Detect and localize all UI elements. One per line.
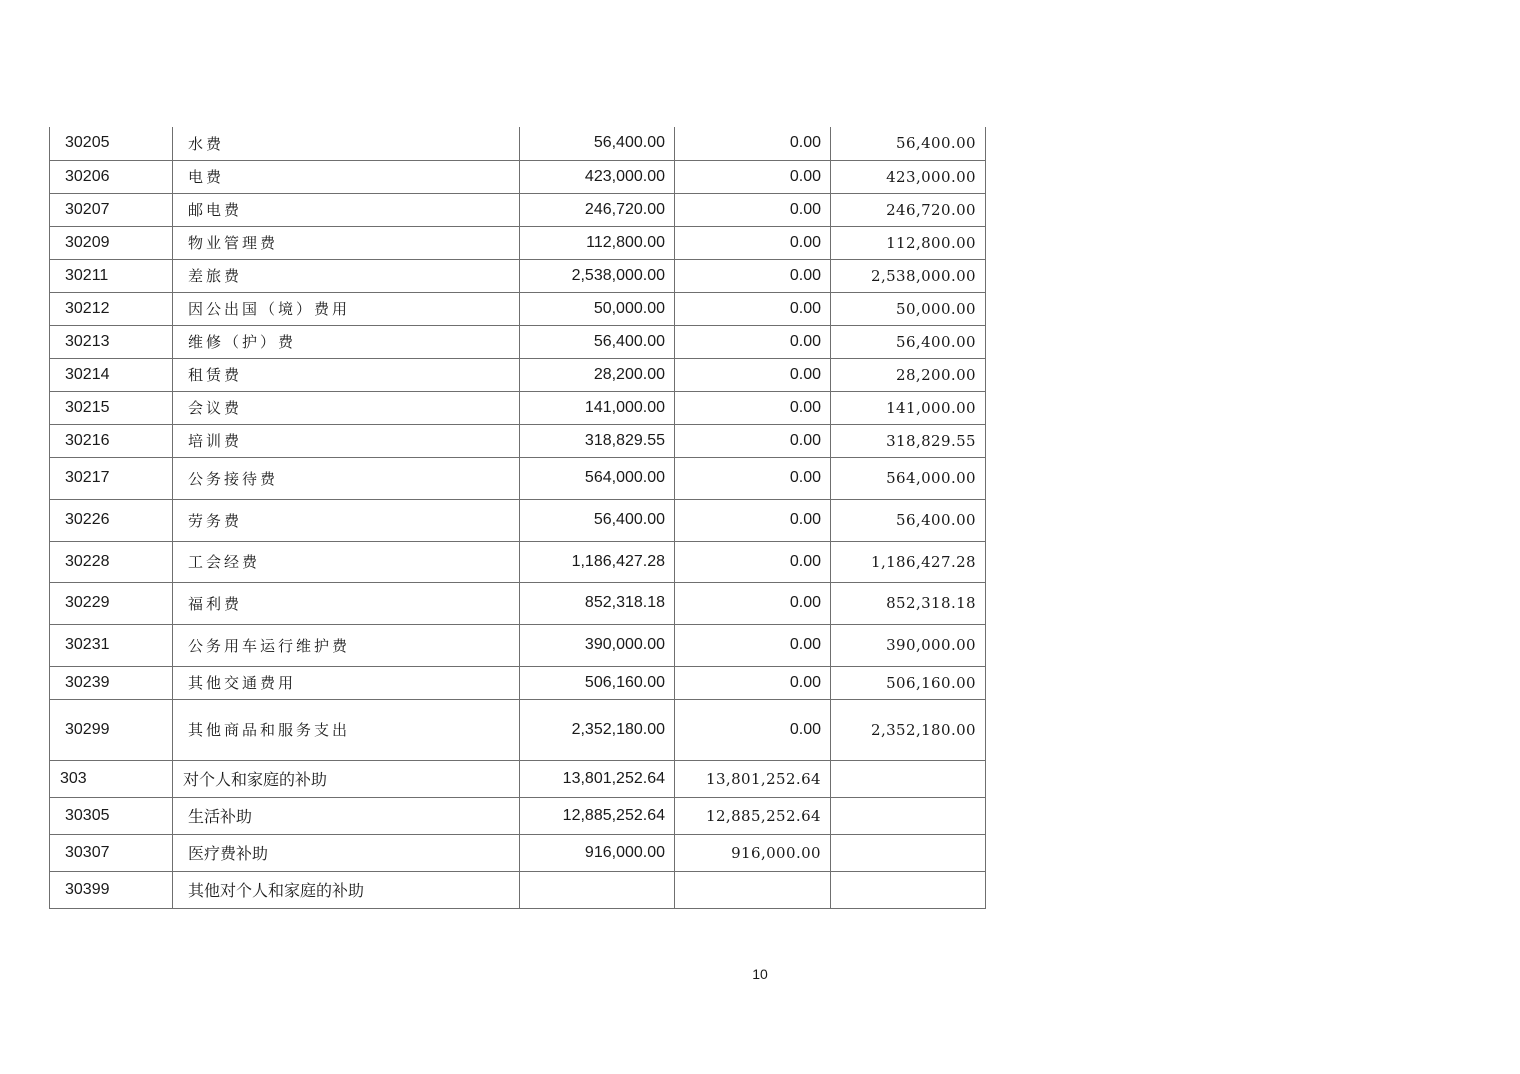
row-project: 246,720.00	[831, 193, 986, 226]
row-project: 2,538,000.00	[831, 259, 986, 292]
row-project	[831, 834, 986, 871]
row-total: 141,000.00	[520, 391, 675, 424]
table-row	[50, 457, 986, 499]
row-basic: 0.00	[675, 391, 831, 424]
row-total: 112,800.00	[520, 226, 675, 259]
row-basic: 0.00	[675, 499, 831, 541]
row-project: 390,000.00	[831, 624, 986, 666]
table-row	[50, 499, 986, 541]
row-basic: 0.00	[675, 325, 831, 358]
row-project: 56,400.00	[831, 499, 986, 541]
row-code: 303	[50, 760, 173, 797]
table-row	[50, 424, 986, 457]
row-project: 852,318.18	[831, 582, 986, 624]
row-name: 公务接待费	[173, 457, 520, 499]
row-basic	[675, 871, 831, 908]
row-basic: 13,801,252.64	[675, 760, 831, 797]
row-basic: 0.00	[675, 226, 831, 259]
row-code: 30207	[50, 193, 173, 226]
row-code: 30228	[50, 541, 173, 582]
row-name: 会议费	[173, 391, 520, 424]
row-total: 2,538,000.00	[520, 259, 675, 292]
row-basic: 0.00	[675, 541, 831, 582]
table-row	[50, 391, 986, 424]
table-row	[50, 666, 986, 699]
row-project: 506,160.00	[831, 666, 986, 699]
table-row	[50, 699, 986, 760]
row-project: 1,186,427.28	[831, 541, 986, 582]
row-basic: 0.00	[675, 127, 831, 160]
row-basic: 12,885,252.64	[675, 797, 831, 834]
table-row	[50, 325, 986, 358]
row-basic: 0.00	[675, 193, 831, 226]
row-total: 852,318.18	[520, 582, 675, 624]
row-code: 30226	[50, 499, 173, 541]
table-row	[50, 292, 986, 325]
row-project: 141,000.00	[831, 391, 986, 424]
row-total: 318,829.55	[520, 424, 675, 457]
row-total: 56,400.00	[520, 325, 675, 358]
row-total: 246,720.00	[520, 193, 675, 226]
row-code: 30209	[50, 226, 173, 259]
table-row	[50, 358, 986, 391]
row-code: 30231	[50, 624, 173, 666]
row-total: 1,186,427.28	[520, 541, 675, 582]
table-row	[50, 760, 986, 797]
row-name: 租赁费	[173, 358, 520, 391]
row-name: 培训费	[173, 424, 520, 457]
row-basic: 0.00	[675, 666, 831, 699]
row-code: 30307	[50, 834, 173, 871]
row-project: 318,829.55	[831, 424, 986, 457]
row-name: 物业管理费	[173, 226, 520, 259]
row-code: 30205	[50, 127, 173, 160]
table-row	[50, 160, 986, 193]
table-row	[50, 624, 986, 666]
row-total: 506,160.00	[520, 666, 675, 699]
row-total: 423,000.00	[520, 160, 675, 193]
row-total: 50,000.00	[520, 292, 675, 325]
row-total: 916,000.00	[520, 834, 675, 871]
row-name: 因公出国（境）费用	[173, 292, 520, 325]
row-name: 邮电费	[173, 193, 520, 226]
table-row	[50, 797, 986, 834]
row-name: 维修（护）费	[173, 325, 520, 358]
row-code: 30214	[50, 358, 173, 391]
row-name: 差旅费	[173, 259, 520, 292]
table-row	[50, 259, 986, 292]
table-row	[50, 582, 986, 624]
row-project: 112,800.00	[831, 226, 986, 259]
table-row	[50, 127, 986, 160]
row-code: 30211	[50, 259, 173, 292]
row-name: 福利费	[173, 582, 520, 624]
row-project: 56,400.00	[831, 127, 986, 160]
row-basic: 0.00	[675, 624, 831, 666]
row-total: 28,200.00	[520, 358, 675, 391]
row-project	[831, 871, 986, 908]
table-row	[50, 193, 986, 226]
row-name: 其他交通费用	[173, 666, 520, 699]
row-basic: 0.00	[675, 424, 831, 457]
row-project	[831, 797, 986, 834]
row-code: 30216	[50, 424, 173, 457]
table-row	[50, 834, 986, 871]
row-basic: 0.00	[675, 358, 831, 391]
table-row	[50, 871, 986, 908]
row-total: 13,801,252.64	[520, 760, 675, 797]
row-basic: 0.00	[675, 457, 831, 499]
row-total: 564,000.00	[520, 457, 675, 499]
row-basic: 0.00	[675, 582, 831, 624]
row-name: 劳务费	[173, 499, 520, 541]
row-code: 30229	[50, 582, 173, 624]
row-name: 水费	[173, 127, 520, 160]
row-name: 医疗费补助	[173, 834, 520, 871]
row-project: 2,352,180.00	[831, 699, 986, 760]
row-code: 30212	[50, 292, 173, 325]
row-total: 12,885,252.64	[520, 797, 675, 834]
row-name: 电费	[173, 160, 520, 193]
row-project: 423,000.00	[831, 160, 986, 193]
row-code: 30299	[50, 699, 173, 760]
row-project: 50,000.00	[831, 292, 986, 325]
page-number: 10	[752, 966, 768, 982]
row-total: 56,400.00	[520, 127, 675, 160]
row-name: 生活补助	[173, 797, 520, 834]
row-project: 28,200.00	[831, 358, 986, 391]
row-code: 30213	[50, 325, 173, 358]
table-row	[50, 226, 986, 259]
row-name: 工会经费	[173, 541, 520, 582]
row-basic: 916,000.00	[675, 834, 831, 871]
row-name: 其他对个人和家庭的补助	[173, 871, 520, 908]
row-code: 30215	[50, 391, 173, 424]
row-code: 30399	[50, 871, 173, 908]
row-project	[831, 760, 986, 797]
row-basic: 0.00	[675, 160, 831, 193]
row-total: 390,000.00	[520, 624, 675, 666]
row-basic: 0.00	[675, 699, 831, 760]
row-total: 56,400.00	[520, 499, 675, 541]
row-code: 30305	[50, 797, 173, 834]
table-row	[50, 541, 986, 582]
row-total: 2,352,180.00	[520, 699, 675, 760]
row-basic: 0.00	[675, 292, 831, 325]
row-name: 对个人和家庭的补助	[173, 760, 520, 797]
row-total	[520, 871, 675, 908]
row-code: 30217	[50, 457, 173, 499]
row-project: 56,400.00	[831, 325, 986, 358]
row-basic: 0.00	[675, 259, 831, 292]
row-code: 30239	[50, 666, 173, 699]
row-project: 564,000.00	[831, 457, 986, 499]
row-code: 30206	[50, 160, 173, 193]
expenditure-table	[49, 127, 986, 909]
row-name: 公务用车运行维护费	[173, 624, 520, 666]
row-name: 其他商品和服务支出	[173, 699, 520, 760]
